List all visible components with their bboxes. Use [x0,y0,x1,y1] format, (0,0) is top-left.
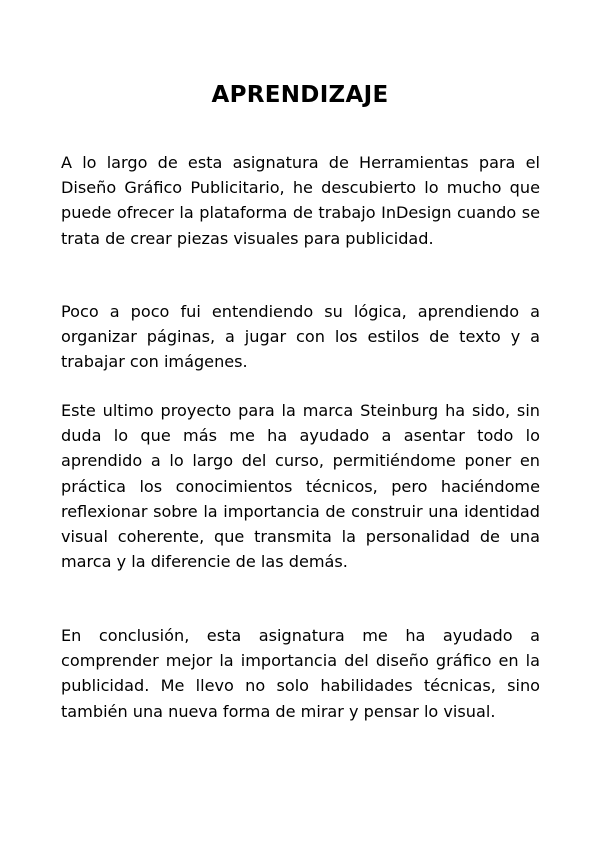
paragraph-intro: A lo largo de esta asignatura de Herramientas para el Diseño Gráfico Publicitario, he descubierto lo mucho que puede ofrecer la plataforma de trabajo InDesign cuando se trata de crear piezas visuales para publicidad. [61,153,540,248]
page-title: APRENDIZAJE [211,82,389,108]
paragraph-project: Este ultimo proyecto para la marca Steinburg ha sido, sin duda lo que más me ha ayudado a asentar todo lo aprendido a lo largo del curso, permitiéndome poner en práctica los conocimientos técnicos, pero haciéndome reflexionar sobre la importancia de construir una identidad visual coherente, que transmita la personalidad de una marca y la diferencie de las demás. [61,401,540,572]
paragraph-conclusion: En conclusión, esta asignatura me ha ayudado a comprender mejor la importancia del diseño gráfico en la publicidad. Me llevo no solo habilidades técnicas, sino también una nueva forma de mirar y pensar lo visual. [61,626,540,721]
paragraph-learning: Poco a poco fui entendiendo su lógica, aprendiendo a organizar páginas, a jugar con los estilos de texto y a trabajar con imágenes. [61,302,540,372]
